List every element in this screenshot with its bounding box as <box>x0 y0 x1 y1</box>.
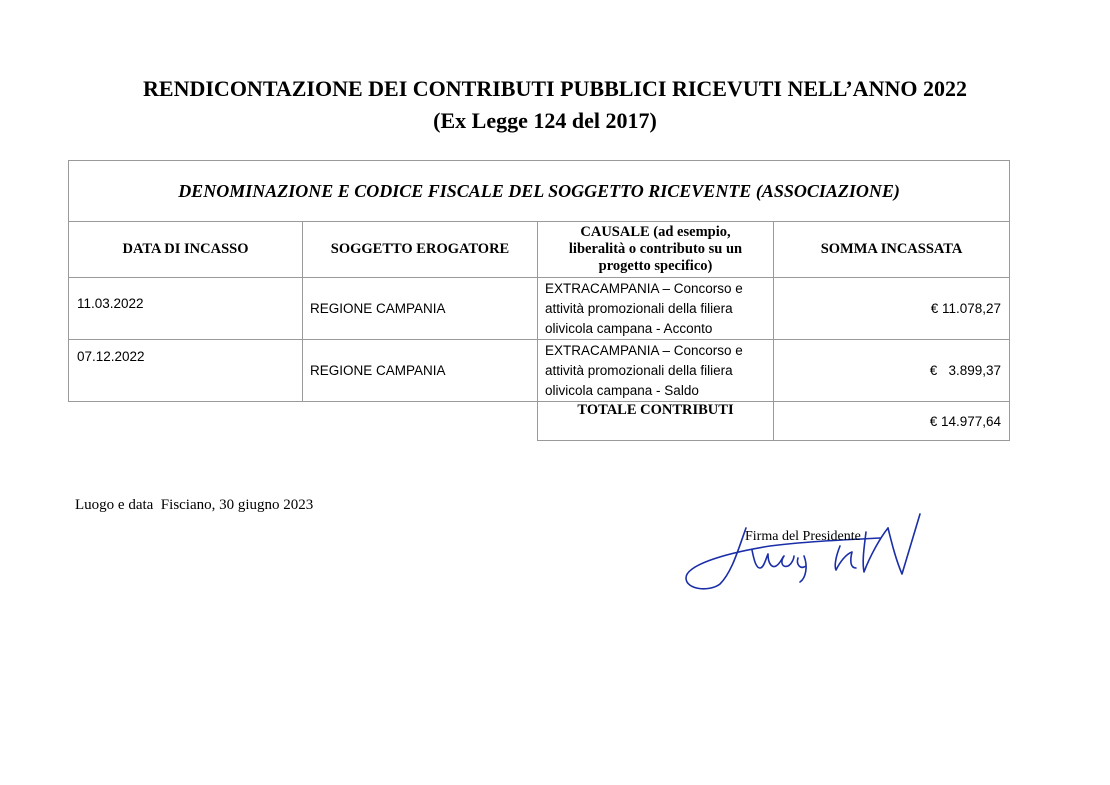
cause-line: olivicola campana - Acconto <box>545 321 713 336</box>
cause-line: attività promozionali della filiera <box>545 301 733 316</box>
table-row <box>69 340 1010 402</box>
column-header-amount: SOMMA INCASSATA <box>774 222 1010 278</box>
president-signature-icon <box>680 510 930 595</box>
cause-line: olivicola campana - Saldo <box>545 383 699 398</box>
total-amount: € 14.977,64 <box>774 402 1010 441</box>
contributions-table <box>68 160 1010 441</box>
total-row <box>69 402 1010 441</box>
cause-line: EXTRACAMPANIA – Concorso e <box>545 281 743 296</box>
cell-cause <box>538 278 774 340</box>
column-header-date: DATA DI INCASSO <box>69 222 303 278</box>
column-header-cause: CAUSALE (ad esempio, liberalità o contributo su un progetto specifico) <box>538 222 774 278</box>
table-row <box>69 278 1010 340</box>
document-title: RENDICONTAZIONE DEI CONTRIBUTI PUBBLICI RICEVUTI NELL’ANNO 2022 <box>143 76 967 101</box>
place-and-date: Luogo e data Fisciano, 30 giugno 2023 <box>75 497 314 513</box>
document-subtitle: (Ex Legge 124 del 2017) <box>433 108 657 133</box>
contributions-table-container <box>68 160 1009 441</box>
cell-cause <box>538 340 774 402</box>
cell-date: 07.12.2022 <box>69 340 303 402</box>
cell-source: REGIONE CAMPANIA <box>303 340 538 402</box>
cell-amount: € 11.078,27 <box>774 278 1010 340</box>
recipient-header: DENOMINAZIONE E CODICE FISCALE DEL SOGGETTO RICEVENTE (ASSOCIAZIONE) <box>69 161 1010 222</box>
total-label: TOTALE CONTRIBUTI <box>538 402 774 441</box>
cell-source: REGIONE CAMPANIA <box>303 278 538 340</box>
cell-amount: € 3.899,37 <box>774 340 1010 402</box>
cause-line: attività promozionali della filiera <box>545 363 733 378</box>
cell-date: 11.03.2022 <box>69 278 303 340</box>
cause-line: EXTRACAMPANIA – Concorso e <box>545 343 743 358</box>
signature-label: Firma del Presidente <box>745 529 861 544</box>
column-header-source: SOGGETTO EROGATORE <box>303 222 538 278</box>
